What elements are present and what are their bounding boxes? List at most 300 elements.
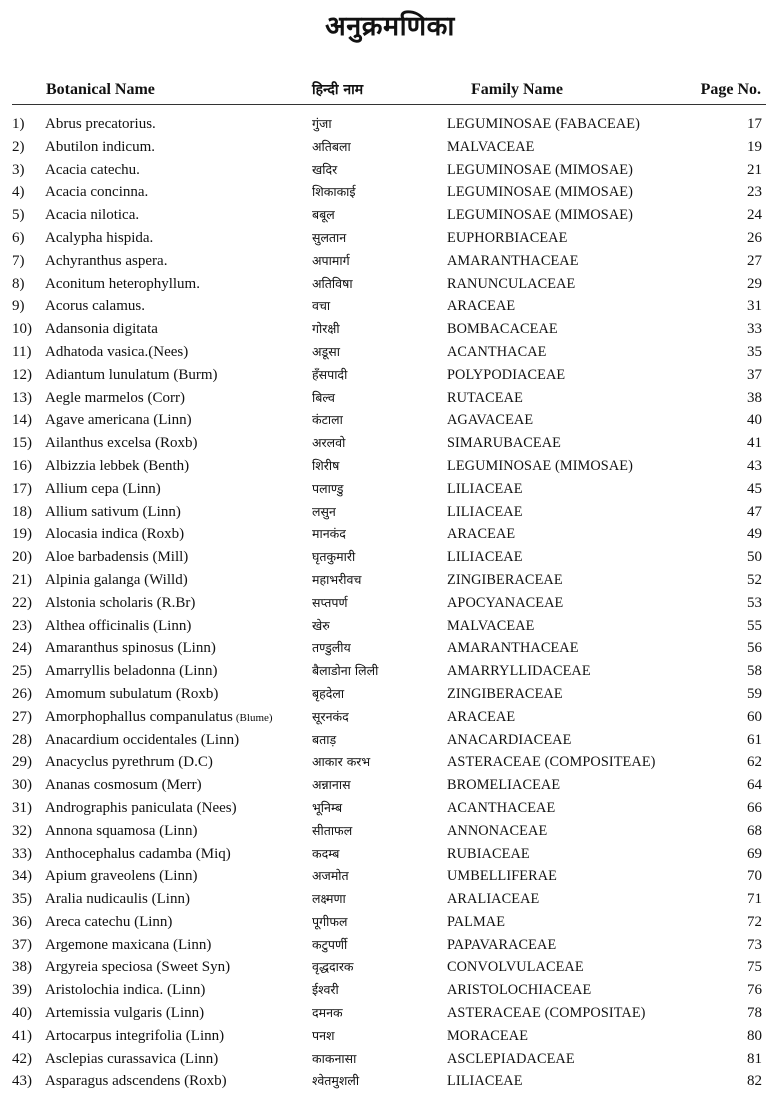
page-number: 61 [747,731,762,748]
family-name: LEGUMINOSAE (MIMOSAE) [447,207,633,224]
botanical-name [45,592,195,615]
hindi-name: लसुन [312,503,336,519]
family-name: ARALIACEAE [447,891,540,908]
row-number: 30) [12,777,32,794]
table-row [0,751,780,774]
botanical-name-text: Artocarpus integrifolia (Linn) [45,1027,225,1044]
table-row [0,615,780,638]
botanical-name [45,1002,204,1025]
page-number: 80 [747,1027,762,1044]
botanical-name [45,820,197,843]
page-number: 52 [747,571,762,588]
botanical-name [45,113,156,136]
row-number: 18) [12,503,32,520]
row-number: 7) [12,252,25,269]
row-number: 4) [12,184,25,201]
page-number: 78 [747,1005,762,1022]
family-name: BOMBACACEAE [447,321,558,338]
botanical-name-text: Albizzia lebbek (Benth) [45,457,190,474]
botanical-name [45,181,148,204]
page-number: 73 [747,936,762,953]
hindi-name: अतिबला [312,138,351,154]
index-table [0,113,780,1093]
header-hindi-name: हिन्दी नाम [312,82,364,98]
table-header [0,78,780,102]
family-name: ANACARDIACEAE [447,731,572,748]
botanical-name [45,387,185,410]
botanical-name-text: Adhatoda vasica.(Nees) [45,343,189,360]
family-name: LILIACEAE [447,503,523,520]
table-row [0,455,780,478]
table-row [0,1002,780,1025]
botanical-name-text: Anthocephalus cadamba (Miq) [45,845,231,862]
botanical-name-text: Anacardium occidentales (Linn) [45,731,240,748]
row-number: 34) [12,868,32,885]
row-number: 22) [12,594,32,611]
botanical-name-text: Adiantum lunulatum (Burm) [45,366,218,383]
botanical-name [45,683,218,706]
botanical-name-text: Annona squamosa (Linn) [45,822,198,839]
botanical-name [45,455,189,478]
row-number: 15) [12,435,32,452]
row-number: 3) [12,161,25,178]
row-number: 21) [12,571,32,588]
botanical-name [45,204,139,227]
botanical-name [45,797,237,820]
botanical-name-text: Alpinia galanga (Willd) [45,571,188,588]
row-number: 11) [12,343,32,360]
hindi-name: श्वेतमुशली [312,1073,360,1089]
botanical-name-text: Adansonia digitata [45,321,158,338]
family-name: RANUNCULACEAE [447,275,576,292]
table-row [0,637,780,660]
row-number: 9) [12,298,25,315]
hindi-name: कदम्ब [312,845,340,861]
row-number: 26) [12,685,32,702]
family-name: ASTERACEAE (COMPOSITAE) [447,1005,646,1022]
table-row [0,1048,780,1071]
table-row [0,136,780,159]
page-number: 60 [747,708,762,725]
hindi-name: घृतकुमारी [312,549,356,565]
row-number: 37) [12,936,32,953]
family-name: AMARANTHACEAE [447,640,579,657]
botanical-name-text: Acalypha hispida. [45,229,154,246]
family-name: ANNONACEAE [447,822,548,839]
hindi-name: बैलाडोना लिली [312,663,379,679]
row-number: 2) [12,138,25,155]
page-number: 41 [747,435,762,452]
row-number: 24) [12,640,32,657]
hindi-name: अडूसा [312,343,340,359]
botanical-name-text: Ailanthus excelsa (Roxb) [45,435,198,452]
row-number: 12) [12,366,32,383]
table-row [0,1070,780,1093]
page-number: 45 [747,480,762,497]
hindi-name: आकार करभ [312,754,371,770]
botanical-name-text: Andrographis paniculata (Nees) [45,799,237,816]
table-row [0,979,780,1002]
hindi-name: सीताफल [312,822,353,838]
botanical-name-text: Argemone maxicana (Linn) [45,936,212,953]
page-number: 35 [747,343,762,360]
hindi-name: मानकंद [312,526,346,542]
page-number: 27 [747,252,762,269]
row-number: 27) [12,708,32,725]
family-name: LILIACEAE [447,1073,523,1090]
table-row [0,774,780,797]
family-name: ACANTHACEAE [447,799,556,816]
hindi-name: शिकाकाई [312,184,356,200]
family-name: MALVACEAE [447,617,535,634]
botanical-name [45,318,158,341]
botanical-name [45,1070,227,1093]
family-name: PALMAE [447,913,506,930]
botanical-name-text: Acacia concinna. [45,184,149,201]
page-number: 31 [747,298,762,315]
botanical-name [45,660,217,683]
botanical-name [45,364,217,387]
hindi-name: खेरु [312,617,330,633]
family-name: ARACEAE [447,526,516,543]
row-number: 19) [12,526,32,543]
hindi-name: गुंजा [312,116,332,131]
page-number: 75 [747,959,762,976]
table-row [0,227,780,250]
page-number: 47 [747,503,762,520]
table-row [0,888,780,911]
hindi-name: बिल्व [312,389,335,405]
page-number: 19 [747,138,762,155]
page-number: 29 [747,275,762,292]
botanical-name-text: Althea officinalis (Linn) [45,617,192,634]
botanical-name-text: Artemissia vulgaris (Linn) [45,1005,205,1022]
family-name: EUPHORBIACEAE [447,229,568,246]
table-row [0,820,780,843]
family-name: AGAVACEAE [447,412,534,429]
family-name: LILIACEAE [447,480,523,497]
header-family-name: Family Name [471,81,563,98]
page-number: 68 [747,822,762,839]
header-botanical-name: Botanical Name [46,81,155,98]
row-number: 28) [12,731,32,748]
page-number: 64 [747,777,762,794]
botanical-name [45,979,205,1002]
row-number: 33) [12,845,32,862]
row-number: 40) [12,1005,32,1022]
table-row [0,159,780,182]
family-name: MORACEAE [447,1027,529,1044]
botanical-name-text: Achyranthus aspera. [45,252,168,269]
table-row [0,865,780,888]
table-row [0,729,780,752]
botanical-name [45,478,161,501]
table-row [0,432,780,455]
hindi-name: शिरीष [312,457,340,473]
row-number: 14) [12,412,32,429]
botanical-name-text: Asparagus adscendens (Roxb) [45,1073,227,1090]
hindi-name: खदिर [312,161,338,177]
botanical-name [45,934,211,957]
row-number: 5) [12,207,25,224]
page-number: 76 [747,982,762,999]
family-name: LEGUMINOSAE (MIMOSAE) [447,161,633,178]
table-row [0,683,780,706]
row-number: 13) [12,389,32,406]
botanical-name-text: Alocasia indica (Roxb) [45,526,185,543]
row-number: 17) [12,480,32,497]
table-row [0,273,780,296]
table-row [0,364,780,387]
family-name: ZINGIBERACEAE [447,685,563,702]
botanical-name [45,615,191,638]
table-row [0,113,780,136]
botanical-name [45,501,181,524]
family-name: SIMARUBACEAE [447,435,561,452]
table-row [0,523,780,546]
family-name: ZINGIBERACEAE [447,571,563,588]
page-number: 37 [747,366,762,383]
table-row [0,956,780,979]
botanical-name-text: Abutilon indicum. [45,138,155,155]
botanical-name-text: Amarryllis beladonna (Linn) [45,663,218,680]
page-number: 40 [747,412,762,429]
botanical-authority: (Blume) [235,711,273,724]
family-name: POLYPODIACEAE [447,366,566,383]
hindi-name: दमनक [312,1005,343,1021]
family-name: UMBELLIFERAE [447,868,558,885]
family-name: ASCLEPIADACEAE [447,1050,575,1067]
page-number: 70 [747,868,762,885]
family-name: AMARRYLLIDACEAE [447,663,591,680]
botanical-name [45,523,184,546]
table-row [0,546,780,569]
page-number: 50 [747,549,762,566]
botanical-name [45,1025,224,1048]
hindi-name: सप्तपर्ण [312,594,348,610]
family-name: RUBIACEAE [447,845,530,862]
hindi-name: अजमोत [312,868,349,884]
hindi-name: बताड़ [312,731,337,747]
table-row [0,797,780,820]
botanical-name-text: Asclepias curassavica (Linn) [45,1050,219,1067]
botanical-name-text: Aloe barbadensis (Mill) [45,549,189,566]
hindi-name: बृहदेला [312,685,345,701]
botanical-name-text: Argyreia speciosa (Sweet Syn) [45,959,231,976]
family-name: MALVACEAE [447,138,535,155]
row-number: 38) [12,959,32,976]
botanical-name-text: Alstonia scholaris (R.Br) [45,594,196,611]
family-name: LEGUMINOSAE (MIMOSAE) [447,457,633,474]
page-number: 72 [747,913,762,930]
row-number: 10) [12,321,32,338]
page-number: 23 [747,184,762,201]
hindi-name: पलाण्डु [312,480,344,496]
hindi-name: भूनिम्ब [312,799,343,815]
page-number: 21 [747,161,762,178]
botanical-name-text: Abrus precatorius. [45,116,156,132]
botanical-name [45,341,188,364]
botanical-name-text: Aegle marmelos (Corr) [45,389,185,406]
page-number: 49 [747,526,762,543]
hindi-name: सूरनकंद [312,708,349,724]
table-row [0,341,780,364]
hindi-name: लक्ष्मणा [312,891,346,907]
botanical-name [45,843,231,866]
hindi-name: पनश [312,1027,335,1043]
page-number: 59 [747,685,762,702]
page-number: 71 [747,891,762,908]
page-number: 53 [747,594,762,611]
table-row [0,501,780,524]
family-name: ARACEAE [447,708,516,725]
hindi-name: सुलतान [312,229,347,245]
family-name: ASTERACEAE (COMPOSITEAE) [447,754,656,771]
table-row [0,569,780,592]
botanical-name [45,409,192,432]
botanical-name-text: Amomum subulatum (Roxb) [45,685,219,702]
family-name: ACANTHACAE [447,343,547,360]
row-number: 35) [12,891,32,908]
row-number: 6) [12,229,25,246]
botanical-name-text: Allium sativum (Linn) [45,503,181,520]
botanical-name-text: Aristolochia indica. (Linn) [45,982,206,999]
header-page-no: Page No. [700,81,761,98]
row-number: 32) [12,822,32,839]
family-name: LEGUMINOSAE (MIMOSAE) [447,184,633,201]
botanical-name [45,706,273,730]
row-number: 31) [12,799,32,816]
row-number: 23) [12,617,32,634]
botanical-name [45,956,230,979]
botanical-name-text: Allium cepa (Linn) [45,480,161,497]
botanical-name [45,227,153,250]
botanical-name [45,865,197,888]
page-number: 38 [747,389,762,406]
hindi-name: कंटाला [312,412,343,428]
family-name: BROMELIACEAE [447,777,561,794]
table-row [0,295,780,318]
botanical-name [45,729,239,752]
botanical-name [45,774,202,797]
hindi-name: बबूल [312,207,335,223]
row-number: 43) [12,1073,32,1090]
family-name: RUTACEAE [447,389,523,406]
family-name: ARACEAE [447,298,516,315]
page-number: 26 [747,229,762,246]
hindi-name: ईश्वरी [312,982,339,998]
row-number: 41) [12,1027,32,1044]
botanical-name [45,546,188,569]
botanical-name-text: Agave americana (Linn) [45,412,192,429]
row-number: 29) [12,754,32,771]
page-number: 24 [747,207,762,224]
table-row [0,843,780,866]
botanical-name-text: Acacia nilotica. [45,207,140,224]
table-row [0,181,780,204]
table-row [0,911,780,934]
table-row [0,409,780,432]
row-number: 20) [12,549,32,566]
table-row [0,478,780,501]
botanical-name [45,273,200,296]
row-number: 16) [12,457,32,474]
botanical-name-text: Acorus calamus. [45,298,145,315]
header-divider [12,104,766,105]
botanical-name [45,295,145,318]
page-number: 33 [747,321,762,338]
hindi-name: पूगीफल [312,913,348,929]
page-number: 56 [747,640,762,657]
botanical-name-text: Ananas cosmosum (Merr) [45,777,202,794]
table-row [0,592,780,615]
family-name: ARISTOLOCHIACEAE [447,982,592,999]
botanical-name [45,888,190,911]
hindi-name: अतिविषा [312,275,353,291]
botanical-name [45,637,216,660]
table-row [0,318,780,341]
botanical-name-text: Acacia catechu. [45,161,140,178]
row-number: 42) [12,1050,32,1067]
botanical-name-text: Amorphophallus companulatus [45,708,233,725]
botanical-name-text: Aralia nudicaulis (Linn) [45,891,190,908]
family-name: APOCYANACEAE [447,594,564,611]
botanical-name [45,250,167,273]
page-number: 69 [747,845,762,862]
row-number: 8) [12,275,25,292]
table-row [0,204,780,227]
botanical-name [45,159,140,182]
family-name: PAPAVARACEAE [447,936,557,953]
family-name: AMARANTHACEAE [447,252,579,269]
page-number: 82 [747,1073,762,1090]
hindi-name: कटुपर्णी [312,936,348,952]
row-number: 39) [12,982,32,999]
table-row [0,706,780,729]
hindi-name: काकनासा [312,1050,357,1066]
page-number: 81 [747,1050,762,1067]
botanical-name [45,136,155,159]
page-number: 62 [747,754,762,771]
table-row [0,387,780,410]
botanical-name [45,911,172,934]
hindi-name: अन्नानास [312,777,351,793]
table-row [0,660,780,683]
page-number: 55 [747,617,762,634]
botanical-name [45,751,213,774]
page-number: 66 [747,799,762,816]
row-number: 36) [12,913,32,930]
botanical-name [45,432,197,455]
family-name: LILIACEAE [447,549,523,566]
table-row [0,1025,780,1048]
botanical-name [45,1048,218,1071]
row-number: 1) [12,116,25,132]
page-number: 17 [747,116,762,132]
page-title: अनुक्रमणिका [325,11,455,42]
botanical-name-text: Apium graveolens (Linn) [45,868,198,885]
family-name: CONVOLVULACEAE [447,959,584,976]
botanical-name [45,569,188,592]
table-row [0,934,780,957]
page-number: 43 [747,457,762,474]
hindi-name: महाभरीवच [312,571,362,587]
family-name: LEGUMINOSAE (FABACEAE) [447,116,640,132]
hindi-name: हँसपादी [312,366,348,382]
hindi-name: अरलवो [312,435,346,451]
hindi-name: वृद्धदारक [312,959,354,975]
table-row [0,250,780,273]
